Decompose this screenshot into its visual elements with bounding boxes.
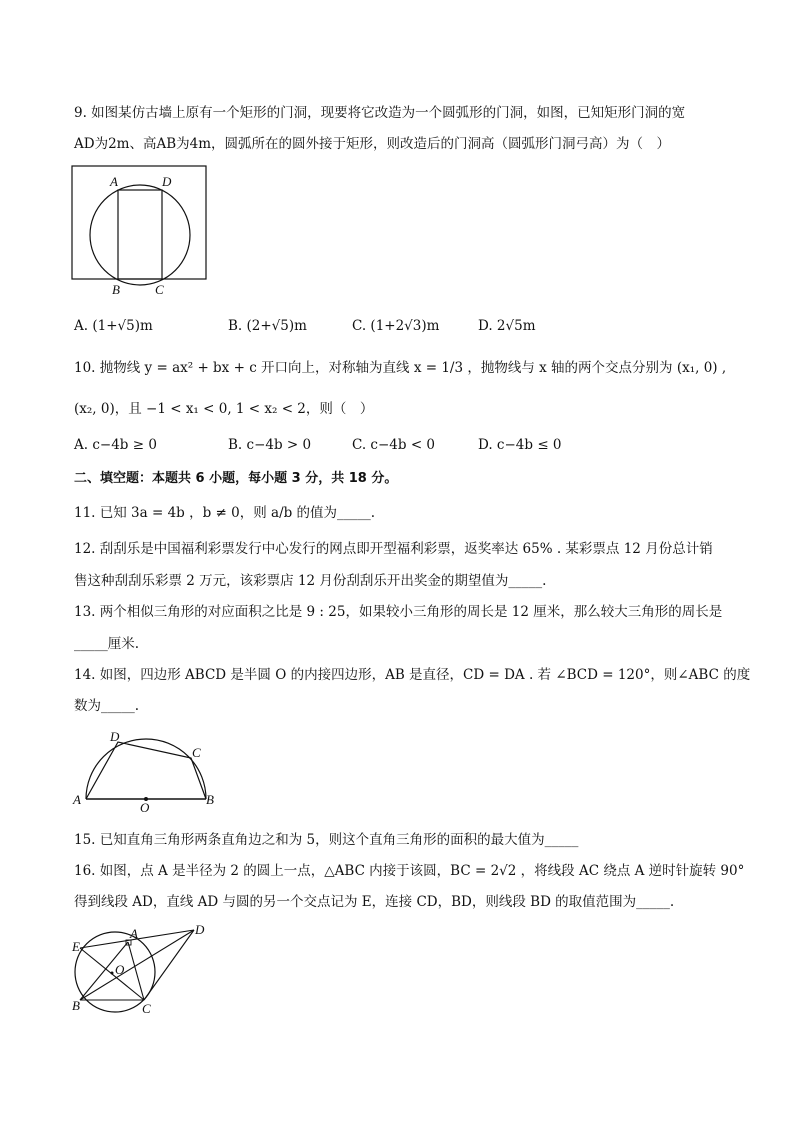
q10-option-a: A. c−4b ≥ 0	[74, 437, 157, 453]
q16-label-b: B	[72, 998, 80, 1013]
q14-label-o: O	[140, 800, 150, 815]
q9-option-b: B. (2+√5)m	[228, 318, 307, 334]
q14-label-a: A	[73, 792, 81, 807]
q11-stem: 11. 已知 3a = 4b ，b ≠ 0，则 a/b 的值为_____.	[74, 505, 376, 521]
q10-stem-line1: 10. 抛物线 y = ax² + bx + c 开口向上，对称轴为直线 x = 1/3 ，抛物线与 x 轴的两个交点分别为 (x₁, 0) ,	[74, 360, 727, 376]
q9-label-c: C	[155, 282, 164, 297]
q9-label-d: D	[162, 174, 172, 189]
q10-option-d: D. c−4b ≤ 0	[478, 437, 562, 453]
q9-option-d: D. 2√5m	[478, 318, 536, 334]
q9-label-b: B	[112, 282, 120, 297]
q14-stem-line2: 数为_____.	[74, 698, 140, 714]
q16-label-d: D	[195, 922, 205, 937]
q9-stem-line2: AD为2m、高AB为4m，圆弧所在的圆外接于矩形，则改造后的门洞高（圆弧形门洞弓高）为（ ）	[74, 136, 671, 152]
q9-option-a: A. (1+√5)m	[74, 318, 153, 334]
q10-option-c: C. c−4b < 0	[352, 437, 436, 453]
q16-label-a: A	[130, 926, 138, 941]
q10-option-b: B. c−4b > 0	[228, 437, 312, 453]
q16-stem-line2: 得到线段 AD，直线 AD 与圆的另一个交点记为 E，连接 CD，BD，则线段 BD 的取值范围为_____.	[74, 894, 675, 910]
q16-label-c: C	[142, 1001, 151, 1016]
q9-option-c: C. (1+2√3)m	[352, 318, 440, 334]
q14-label-c: C	[192, 745, 201, 760]
q9-label-a: A	[110, 174, 118, 189]
q10-stem-line2: (x₂, 0)，且 −1 < x₁ < 0, 1 < x₂ < 2，则（ ）	[74, 401, 374, 417]
q16-label-o: O	[115, 962, 125, 977]
q13-stem-line2: _____厘米.	[74, 636, 140, 652]
section-heading: 二、填空题：本题共 6 小题，每小题 3 分，共 18 分。	[74, 471, 398, 486]
q12-stem-line2: 售这种刮刮乐彩票 2 万元，该彩票店 12 月份刮刮乐开出奖金的期望值为_____.	[74, 573, 547, 589]
q14-label-b: B	[206, 792, 214, 807]
q9-stem-line1: 9. 如图某仿古墙上原有一个矩形的门洞，现要将它改造为一个圆弧形的门洞，如图，已知矩形门洞的宽	[74, 105, 686, 121]
q16-figure	[70, 920, 220, 1016]
q14-figure	[70, 726, 220, 816]
q12-stem-line1: 12. 刮刮乐是中国福利彩票发行中心发行的网点即开型福利彩票，返奖率达 65% . 某彩票点 12 月份总计销	[74, 541, 713, 557]
q14-label-d: D	[110, 729, 120, 744]
q9-figure	[70, 164, 210, 298]
q16-label-e: E	[72, 939, 80, 954]
q16-stem-line1: 16. 如图，点 A 是半径为 2 的圆上一点，△ABC 内接于该圆，BC = 2√2 ，将线段 AC 绕点 A 逆时针旋转 90°	[74, 863, 745, 879]
q14-stem-line1: 14. 如图，四边形 ABCD 是半圆 O 的内接四边形，AB 是直径，CD = DA . 若 ∠BCD = 120°，则∠ABC 的度	[74, 667, 751, 683]
q13-stem-line1: 13. 两个相似三角形的对应面积之比是 9 : 25，如果较小三角形的周长是 12 厘米，那么较大三角形的周长是	[74, 604, 723, 620]
q15-stem: 15. 已知直角三角形两条直角边之和为 5，则这个直角三角形的面积的最大值为_____	[74, 832, 579, 848]
